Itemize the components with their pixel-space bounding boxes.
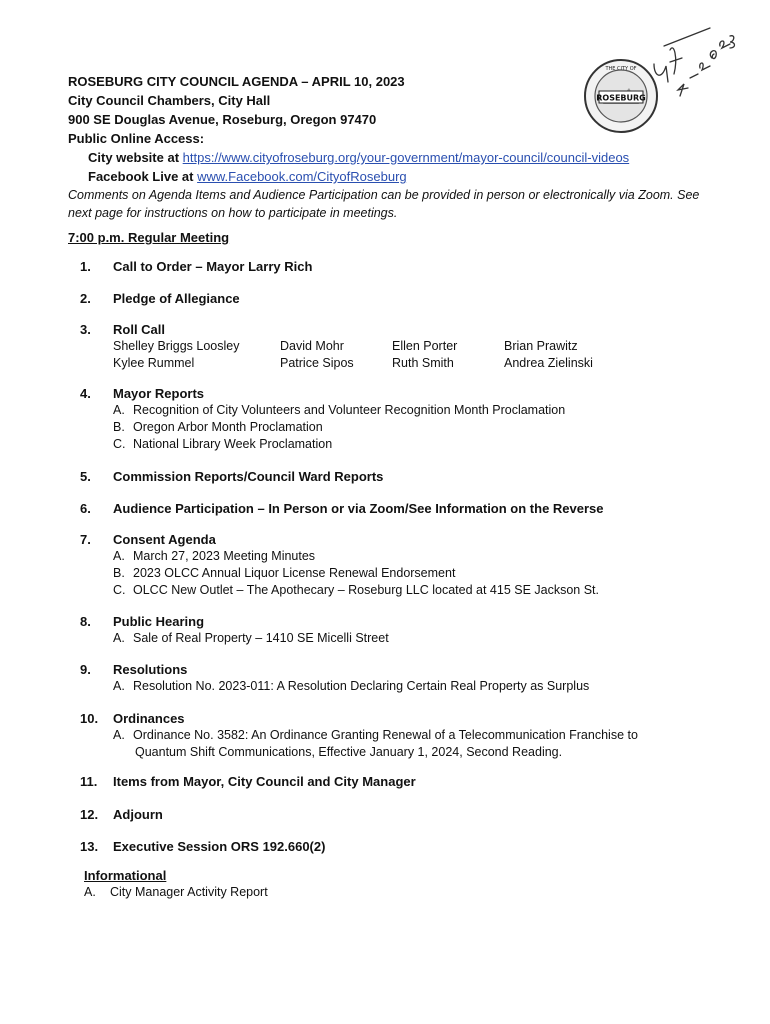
- sub-item: A. Recognition of City Volunteers and Volunteer Recognition Month Proclamation: [113, 403, 566, 417]
- council-member: David Mohr: [280, 339, 344, 353]
- sub-item: A. Sale of Real Property – 1410 SE Micelli Street: [113, 631, 389, 645]
- meeting-address: 900 SE Douglas Avenue, Roseburg, Oregon 97470: [68, 112, 377, 127]
- item-number: 4.: [80, 386, 91, 401]
- facebook-link[interactable]: www.Facebook.com/CityofRoseburg: [197, 169, 407, 184]
- website-prefix: City website at: [88, 150, 180, 165]
- item-number: 11.: [80, 774, 98, 789]
- item-title: Consent Agenda: [113, 532, 216, 547]
- website-line: [68, 148, 629, 167]
- informational-item: A. City Manager Activity Report: [84, 885, 268, 899]
- item-title: Pledge of Allegiance: [113, 291, 240, 306]
- agenda-title: ROSEBURG CITY COUNCIL AGENDA – APRIL 10, 2023: [68, 74, 405, 89]
- item-number: 1.: [80, 259, 91, 274]
- facebook-line: [68, 167, 629, 186]
- meeting-heading: 7:00 p.m. Regular Meeting: [68, 230, 230, 245]
- council-member: Kylee Rummel: [113, 356, 195, 370]
- item-number: 6.: [80, 501, 91, 516]
- item-title: Call to Order – Mayor Larry Rich: [113, 259, 313, 274]
- item-title: Items from Mayor, City Council and City Manager: [113, 774, 416, 789]
- council-member: Ellen Porter: [392, 339, 458, 353]
- item-title: Commission Reports/Council Ward Reports: [113, 469, 384, 484]
- public-access-label: Public Online Access:: [68, 131, 205, 146]
- item-title: Mayor Reports: [113, 386, 205, 401]
- item-number: 7.: [80, 532, 91, 547]
- item-title: Audience Participation – In Person or via Zoom/See Information on the Reverse: [113, 501, 604, 516]
- sub-item: B. 2023 OLCC Annual Liquor License Renewal Endorsement: [113, 566, 456, 580]
- handwritten-signature: [640, 22, 740, 112]
- item-title: Public Hearing: [113, 614, 205, 629]
- item-number: 12.: [80, 807, 99, 822]
- council-member: Ruth Smith: [392, 356, 454, 370]
- sub-item: C. OLCC New Outlet – The Apothecary – Roseburg LLC located at 415 SE Jackson St.: [113, 583, 599, 597]
- seal-name: ROSEBURG: [596, 93, 646, 103]
- informational-heading: Informational: [84, 868, 167, 883]
- item-title: Ordinances: [113, 711, 185, 726]
- seal-top-text: THE CITY OF: [605, 66, 637, 72]
- item-title: Adjourn: [113, 807, 163, 822]
- council-member: Brian Prawitz: [504, 339, 578, 353]
- sub-item: C. National Library Week Proclamation: [113, 437, 333, 451]
- council-member: Andrea Zielinski: [504, 356, 593, 370]
- sub-item: B. Oregon Arbor Month Proclamation: [113, 420, 323, 434]
- item-number: 10.: [80, 711, 99, 726]
- item-number: 5.: [80, 469, 91, 484]
- agenda-header: [68, 72, 629, 186]
- item-number: 13.: [80, 839, 99, 854]
- meeting-location: City Council Chambers, City Hall: [68, 93, 271, 108]
- item-number: 3.: [80, 322, 91, 337]
- council-member: Shelley Briggs Loosley: [113, 339, 240, 353]
- item-number: 8.: [80, 614, 91, 629]
- sub-item: A. Resolution No. 2023-011: A Resolution Declaring Certain Real Property as Surplus: [113, 679, 590, 693]
- sub-item-continuation: Quantum Shift Communications, Effective January 1, 2024, Second Reading.: [135, 745, 563, 759]
- website-link[interactable]: https://www.cityofroseburg.org/your-government/mayor-council/council-videos: [182, 150, 630, 165]
- item-title: Roll Call: [113, 322, 166, 337]
- item-title: Resolutions: [113, 662, 188, 677]
- item-title: Executive Session ORS 192.660(2): [113, 839, 326, 854]
- sub-item: A. March 27, 2023 Meeting Minutes: [113, 549, 316, 563]
- item-number: 2.: [80, 291, 91, 306]
- item-number: 9.: [80, 662, 91, 677]
- sub-item: A. Ordinance No. 3582: An Ordinance Granting Renewal of a Telecommunication Franchise to: [113, 728, 638, 742]
- council-member: Patrice Sipos: [280, 356, 354, 370]
- facebook-prefix: Facebook Live at: [88, 169, 194, 184]
- participation-note: Comments on Agenda Items and Audience Participation can be provided in person or electronically via Zoom. See next page for instructions on how to participate in meetings.: [68, 188, 700, 220]
